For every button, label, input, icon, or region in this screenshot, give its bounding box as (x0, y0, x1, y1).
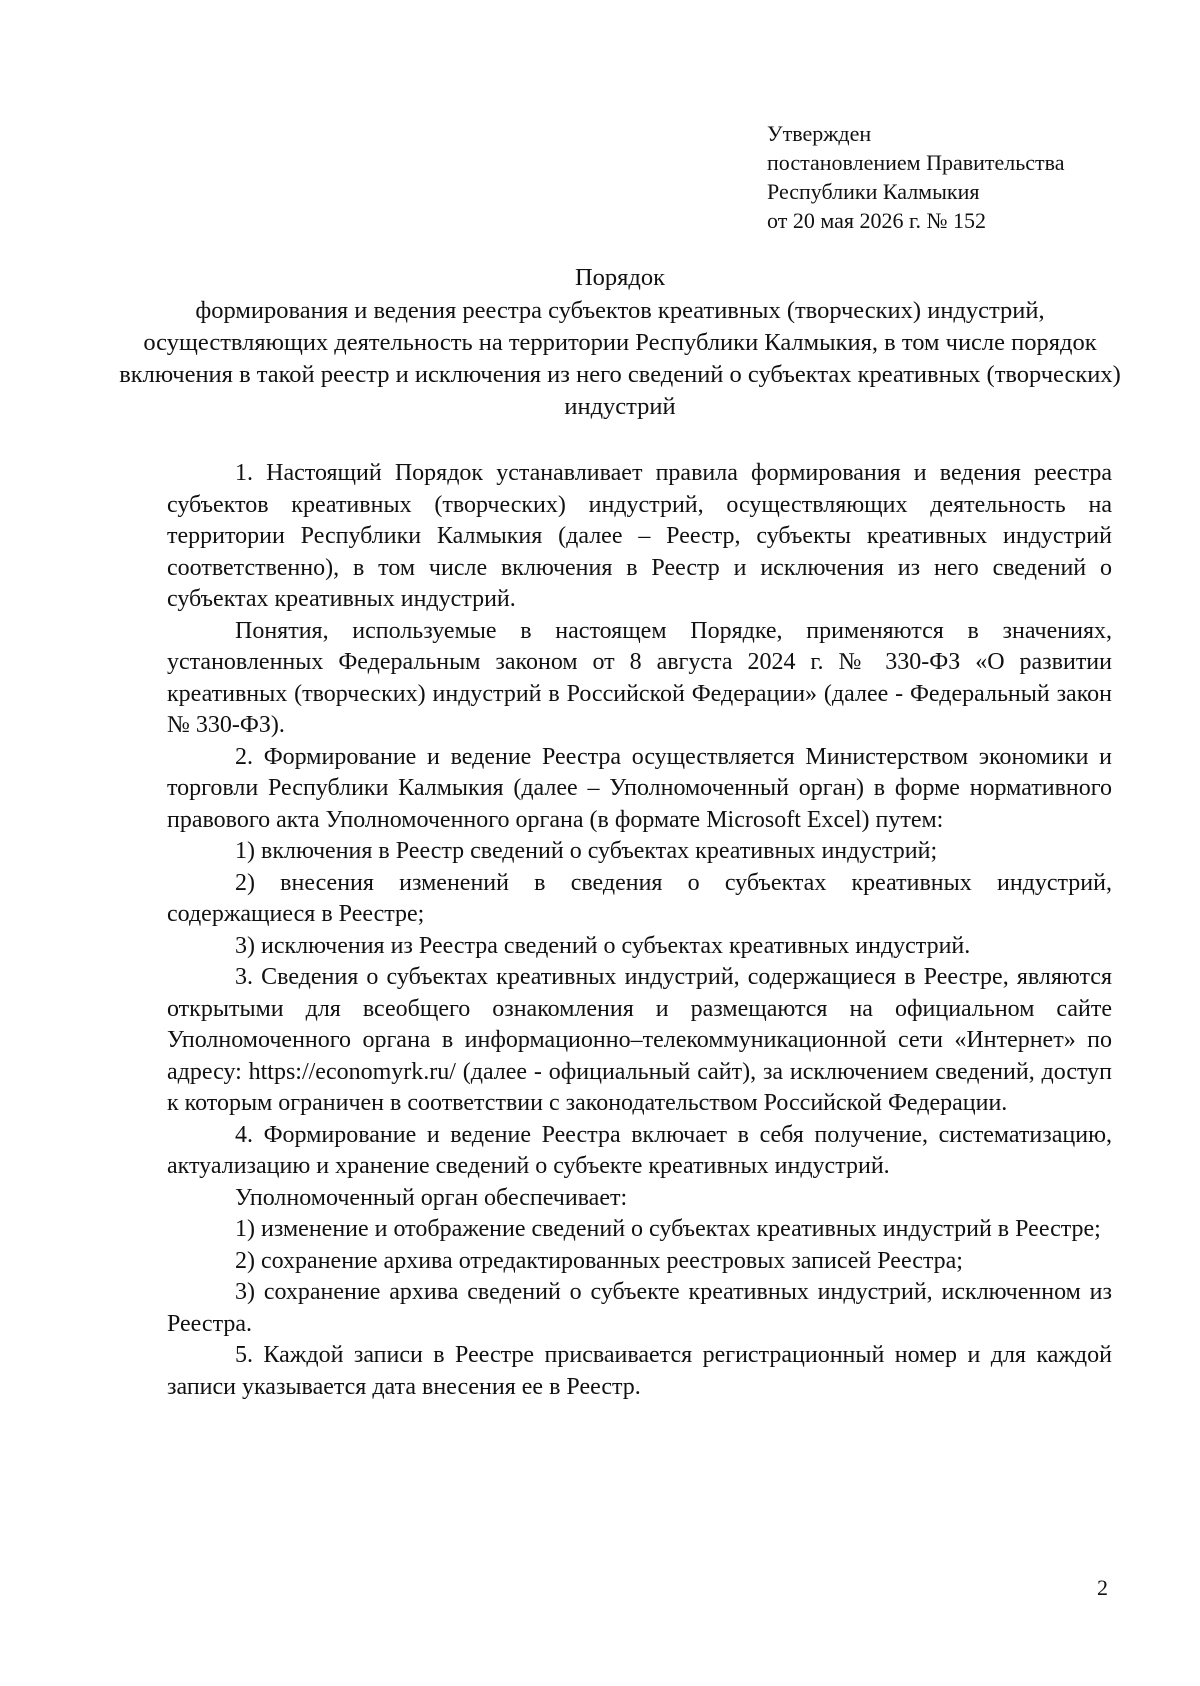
paragraph-1: 1. Настоящий Порядок устанавливает правила формирования и ведения реестра субъектов креативных (творческих) индустрий, осуществляющих деятельность на территории Республики Калмыкия (далее – Реестр, субъекты креативных индустрий соответственно), в том числе включения в Реестр и исключения из него сведений о субъектах креативных индустрий. (167, 460, 1112, 612)
approval-line: Республики Калмыкия (767, 179, 980, 204)
list-item: 3) сохранение архива сведений о субъекте креативных индустрий, исключенном из Реестра. (167, 1279, 1112, 1337)
document-subtitle: формирования и ведения реестра субъектов креативных (творческих) индустрий, осуществляющих деятельность на территории Республики Калмыкия, в том числе порядок включения в такой реестр и исключения из него сведений о субъектах креативных (творческих) индустрий (119, 297, 1121, 420)
list-item: 1) включения в Реестр сведений о субъектах креативных индустрий; (235, 838, 938, 864)
approval-date-line: от 20 мая 2026 г. № 152 (767, 208, 987, 233)
approval-stamp-block (767, 119, 1147, 235)
list-item: 1) изменение и отображение сведений о субъектах креативных индустрий в Реестре; (235, 1216, 1101, 1242)
paragraph-2: 2. Формирование и ведение Реестра осуществляется Министерством экономики и торговли Республики Калмыкия (далее – Уполномоченный орган) в форме нормативного правового акта Уполномоченного органа (в формате Microsoft Excel) путем: (167, 743, 1112, 833)
paragraph-definitions: Понятия, используемые в настоящем Порядке, применяются в значениях, установленных Федеральным законом от 8 августа 2024 г. № 330-ФЗ «О развитии креативных (творческих) индустрий в Российской Федерации» (далее - Федеральный закон № 330-ФЗ). (167, 617, 1112, 738)
document-title: Порядок (574, 264, 666, 291)
paragraph-4: 4. Формирование и ведение Реестра включает в себя получение, систематизацию, актуализацию и хранение сведений о субъекте креативных индустрий. (167, 1121, 1112, 1179)
approval-line: постановлением Правительства (767, 150, 1065, 175)
list-item: 2) внесения изменений в сведения о субъектах креативных индустрий, содержащиеся в Реестре; (167, 869, 1112, 927)
page-number: 2 (1097, 1575, 1108, 1600)
document-body (167, 458, 1112, 1403)
paragraph-5: 5. Каждой записи в Реестре присваивается регистрационный номер и для каждой записи указывается дата внесения ее в Реестр. (167, 1342, 1112, 1400)
paragraph-3: 3. Сведения о субъектах креативных индустрий, содержащиеся в Реестре, являются открытыми для всеобщего ознакомления и размещаются на официальном сайте Уполномоченного органа в информационно–телекоммуникационной сети «Интернет» по адресу: https://economyrk.ru/ (далее - официальный сайт), за исключением сведений, доступ к которым ограничен в соответствии с законодательством Российской Федерации. (167, 964, 1112, 1116)
document-title-block (100, 262, 1140, 423)
paragraph-authority: Уполномоченный орган обеспечивает: (235, 1184, 628, 1211)
list-item: 3) исключения из Реестра сведений о субъектах креативных индустрий. (235, 932, 971, 959)
approval-line: Утвержден (767, 121, 872, 146)
list-item: 2) сохранение архива отредактированных реестровых записей Реестра; (235, 1247, 963, 1274)
